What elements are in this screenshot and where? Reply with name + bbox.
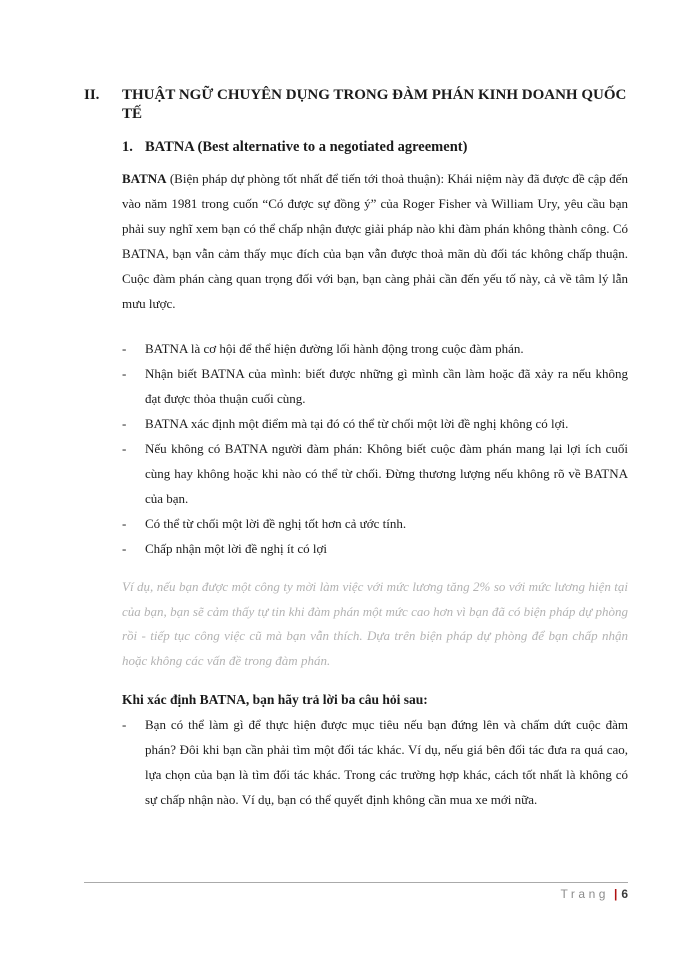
bullet-text: Chấp nhận một lời đề nghị ít có lợi — [145, 541, 328, 556]
document-content — [84, 86, 628, 812]
subsection-heading — [122, 138, 628, 157]
subsection-title: BATNA (Best alternative to a negotiated agreement) — [145, 139, 468, 155]
bullet-text: BATNA là cơ hội để thể hiện đường lối hành động trong cuộc đàm phán. — [145, 341, 524, 356]
bullet-dash: - — [122, 717, 127, 732]
batna-points-list — [122, 336, 628, 561]
intro-text: (Biện pháp dự phòng tốt nhất để tiến tới thoả thuận): Khái niệm này đã được đề cập đến vào năm 1981 trong cuốn “Có được sự đồng ý” của Roger Fisher và William Ury, yêu cầu bạn phải suy nghĩ xem bạn có thể chấp nhận được giải pháp nào khi đàm phán không thành công. Có BATNA, bạn vẫn cảm thấy mục đích của bạn vẫn được thoả mãn dù đối tác không chấp thuận. Cuộc đàm phán càng quan trọng đối với bạn, bạn càng phải cần đến yếu tố này, cả về tâm lý lẫn mưu lược. — [122, 171, 628, 311]
list-item — [122, 361, 628, 411]
bullet-text: Nếu không có BATNA người đàm phán: Không biết cuộc đàm phán mang lại lợi ích cuối cùng hay không hoặc khi nào có thể từ chối. Đừng thương lượng nếu không rõ về BATNA của bạn. — [145, 441, 628, 506]
bullet-dash: - — [122, 541, 127, 556]
list-item — [122, 712, 628, 812]
list-item — [122, 411, 628, 436]
footer-separator: | — [613, 887, 618, 901]
section-number: II. — [84, 87, 100, 103]
bullet-dash: - — [122, 341, 127, 356]
bullet-dash: - — [122, 366, 127, 381]
footer-label: Trang — [560, 887, 609, 901]
list-item — [122, 536, 628, 561]
bullet-dash: - — [122, 516, 127, 531]
intro-lead: BATNA — [122, 171, 167, 186]
list-item — [122, 336, 628, 361]
bullet-text: Bạn có thể làm gì để thực hiện được mục tiêu nếu bạn đứng lên và chấm dứt cuộc đàm phán? Đôi khi bạn cần phải tìm một đối tác khác. Ví dụ, nếu giá bên đối tác đưa ra quá cao, lựa chọn của bạn là tìm đối tác khác. Trong các trường hợp khác, cách tốt nhất là không có sự chấp nhận nào. Ví dụ, bạn có thể quyết định không cần mua xe mới nữa. — [145, 717, 628, 807]
bullet-text: BATNA xác định một điểm mà tại đó có thể từ chối một lời đề nghị không có lợi. — [145, 416, 569, 431]
intro-paragraph — [122, 166, 628, 316]
bullet-text: Có thể từ chối một lời đề nghị tốt hơn cả ước tính. — [145, 516, 407, 531]
section-title: THUẬT NGỮ CHUYÊN DỤNG TRONG ĐÀM PHÁN KINH DOANH QUỐC TẾ — [122, 87, 627, 122]
subsection-number: 1. — [122, 139, 133, 155]
section-heading — [84, 86, 628, 124]
page-footer — [84, 882, 628, 902]
bullet-dash: - — [122, 416, 127, 431]
list-item — [122, 511, 628, 536]
bullet-dash: - — [122, 441, 127, 456]
page-number: 6 — [621, 887, 628, 901]
example-paragraph: Ví dụ, nếu bạn được một công ty mời làm việc với mức lương tăng 2% so với mức lương hiện tại của bạn, bạn sẽ cảm thấy tự tin khi đàm phán một mức cao hơn vì bạn đã có biện pháp dự phòng rồi - tiếp tục công việc cũ mà bạn vẫn thích. Dựa trên biện pháp dự phòng để bạn chấp nhận hoặc không các vấn đề trong đàm phán. — [122, 579, 628, 668]
question-list — [122, 712, 628, 812]
bullet-text: Nhận biết BATNA của mình: biết được những gì mình cần làm hoặc đã xảy ra nếu không đạt được thỏa thuận cuối cùng. — [145, 366, 628, 406]
question-heading: Khi xác định BATNA, bạn hãy trả lời ba câu hỏi sau: — [122, 692, 428, 707]
list-item — [122, 436, 628, 511]
